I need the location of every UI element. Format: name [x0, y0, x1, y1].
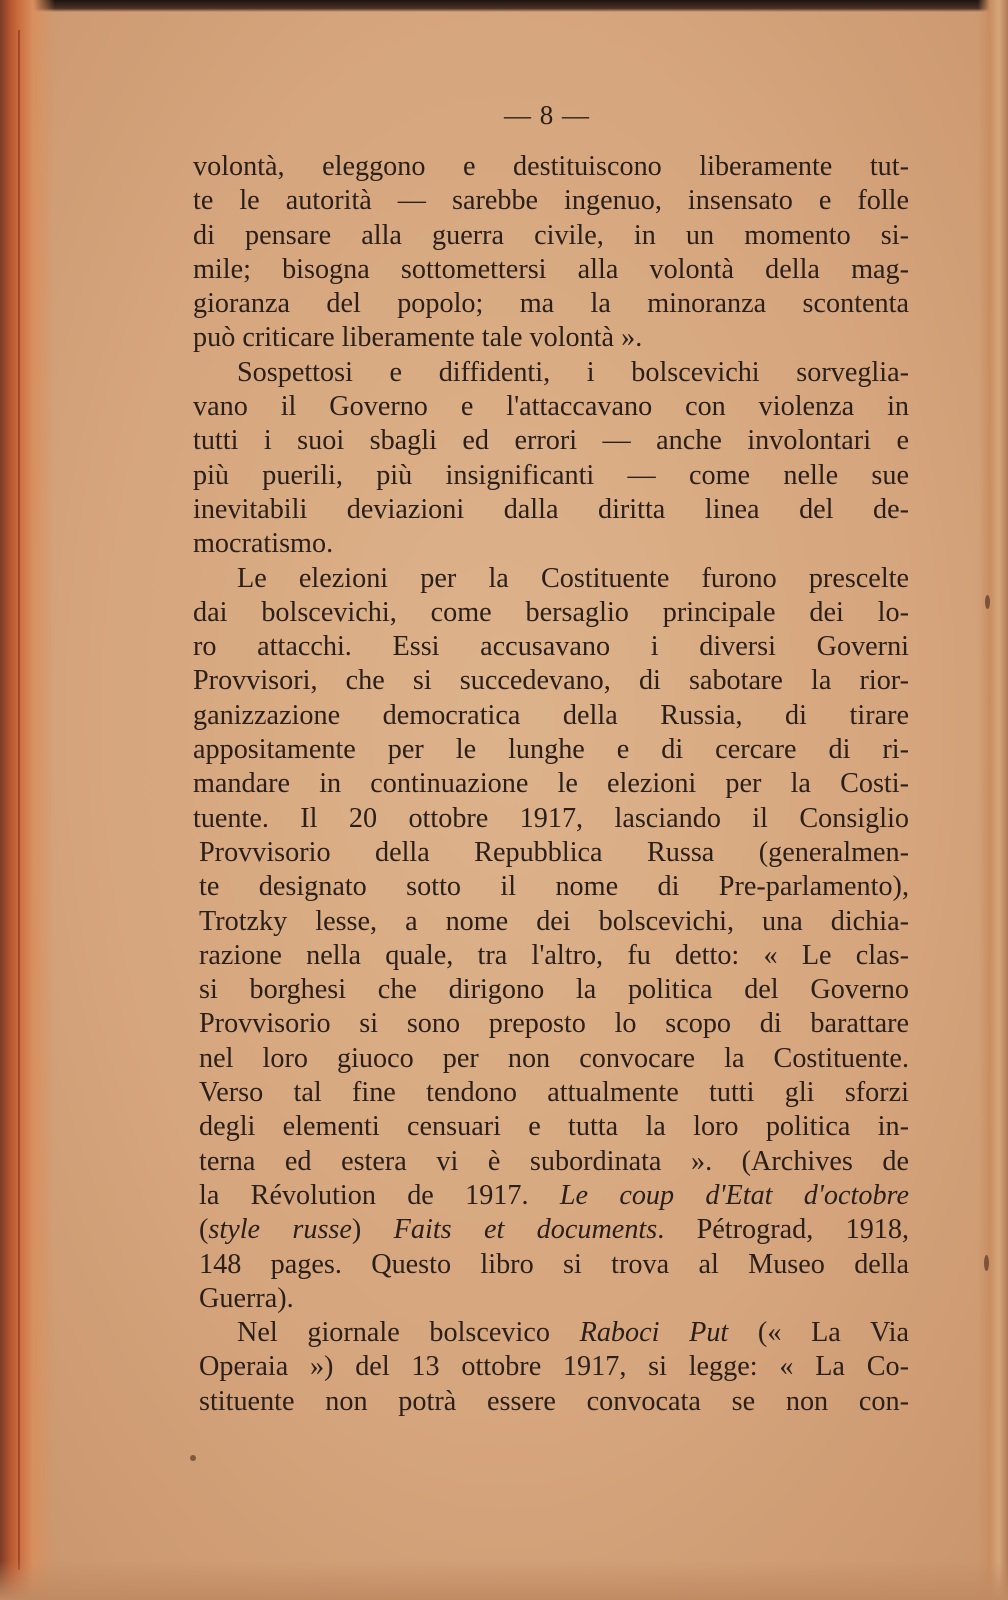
text-line: Provvisori, che si succedevano, di sabotare la rior- [193, 665, 909, 697]
text-line: Guerra). [199, 1282, 294, 1314]
ink-speck [190, 1455, 196, 1461]
text-line: può criticare liberamente tale volontà ». [193, 322, 643, 354]
text-line: 148 pages. Questo libro si trova al Museo della [199, 1248, 909, 1280]
book-title-italic: Le coup d'Etat d'octobre [559, 1179, 909, 1211]
text-line: si borghesi che dirigono la politica del Governo [199, 974, 909, 1006]
text-line: te designato sotto il nome di Pre-parlamento), [199, 871, 909, 903]
binding-spine [0, 0, 55, 1600]
text-line: degli elementi censuari e tutta la loro politica in- [199, 1111, 909, 1143]
text-line: di pensare alla guerra civile, in un momento si- [193, 219, 909, 251]
text-line: più puerili, più insignificanti — come nelle sue [193, 459, 909, 491]
newspaper-title-italic: Raboci Put [579, 1317, 729, 1349]
text-line: Trotzky lesse, a nome dei bolscevichi, una dichia- [199, 905, 909, 937]
text-line-with-newspaper [193, 1316, 909, 1350]
text-line: ro attacchi. Essi accusavano i diversi Governi [193, 631, 909, 663]
faits-documents-italic: Faits et documents [393, 1214, 658, 1246]
text-run: ) [351, 1214, 394, 1246]
text-line: tutti i suoi sbagli ed errori — anche involontari e [193, 425, 909, 457]
text-line-with-citation [193, 1213, 909, 1247]
text-line: terna ed estera vi è subordinata ». (Archives de [199, 1145, 909, 1177]
style-russe-italic: style russe [208, 1214, 352, 1246]
text-line: te le autorità — sarebbe ingenuo, insensato e folle [193, 185, 909, 217]
text-line: Provvisorio della Repubblica Russa (generalmen- [199, 836, 909, 868]
text-line: gioranza del popolo; ma la minoranza scontenta [193, 288, 909, 320]
text-run: Nel giornale bolscevico [237, 1317, 580, 1349]
text-line: Verso tal fine tendono attualmente tutti gli sforzi [199, 1077, 909, 1109]
text-line: stituente non potrà essere convocata se non con- [199, 1385, 909, 1417]
text-line: Le elezioni per la Costituente furono prescelte [237, 562, 909, 594]
page-number: — 8 — [504, 100, 590, 130]
text-line: volontà, eleggono e destituiscono liberamente tut- [193, 151, 909, 182]
ink-speck [985, 595, 990, 609]
binding-stitch-line [18, 30, 20, 1570]
text-line: razione nella quale, tra l'altro, fu detto: « Le clas- [199, 939, 909, 971]
text-line: mile; bisogna sottomettersi alla volontà della mag- [193, 253, 909, 285]
text-line: vano il Governo e l'attaccavano con violenza in [193, 391, 909, 423]
text-run: (« La Via [728, 1317, 909, 1349]
page-right-edge [978, 0, 1008, 1600]
text-run: ( [199, 1214, 209, 1246]
text-line: inevitabili deviazioni dalla diritta linea del de- [193, 493, 909, 525]
text-line: dai bolscevichi, come bersaglio principale dei lo- [193, 596, 909, 628]
text-line: Operaia ») del 13 ottobre 1917, si legge: « La Co- [199, 1351, 909, 1383]
text-line: ganizzazione democratica della Russia, di tirare [193, 699, 909, 731]
text-line: mocratismo. [193, 528, 334, 560]
text-line-with-citation [193, 1179, 909, 1213]
text-line: tuente. Il 20 ottobre 1917, lasciando il Consiglio [193, 802, 909, 834]
text-line: nel loro giuoco per non convocare la Costituente. [199, 1042, 909, 1074]
text-run: la Révolution de 1917. [199, 1179, 560, 1211]
ink-speck [984, 1255, 989, 1271]
body-text [193, 150, 909, 1419]
page-top-edge [0, 0, 1008, 12]
text-line: Sospettosi e diffidenti, i bolscevichi sorveglia- [237, 356, 909, 388]
text-line: Provvisorio si sono preposto lo scopo di barattare [199, 1008, 909, 1040]
text-line: appositamente per le lunghe e di cercare di ri- [193, 734, 909, 766]
page-bottom-edge [0, 1560, 1008, 1600]
text-line: mandare in continuazione le elezioni per la Costi- [193, 768, 909, 800]
text-run: . Pétrograd, 1918, [657, 1214, 910, 1246]
